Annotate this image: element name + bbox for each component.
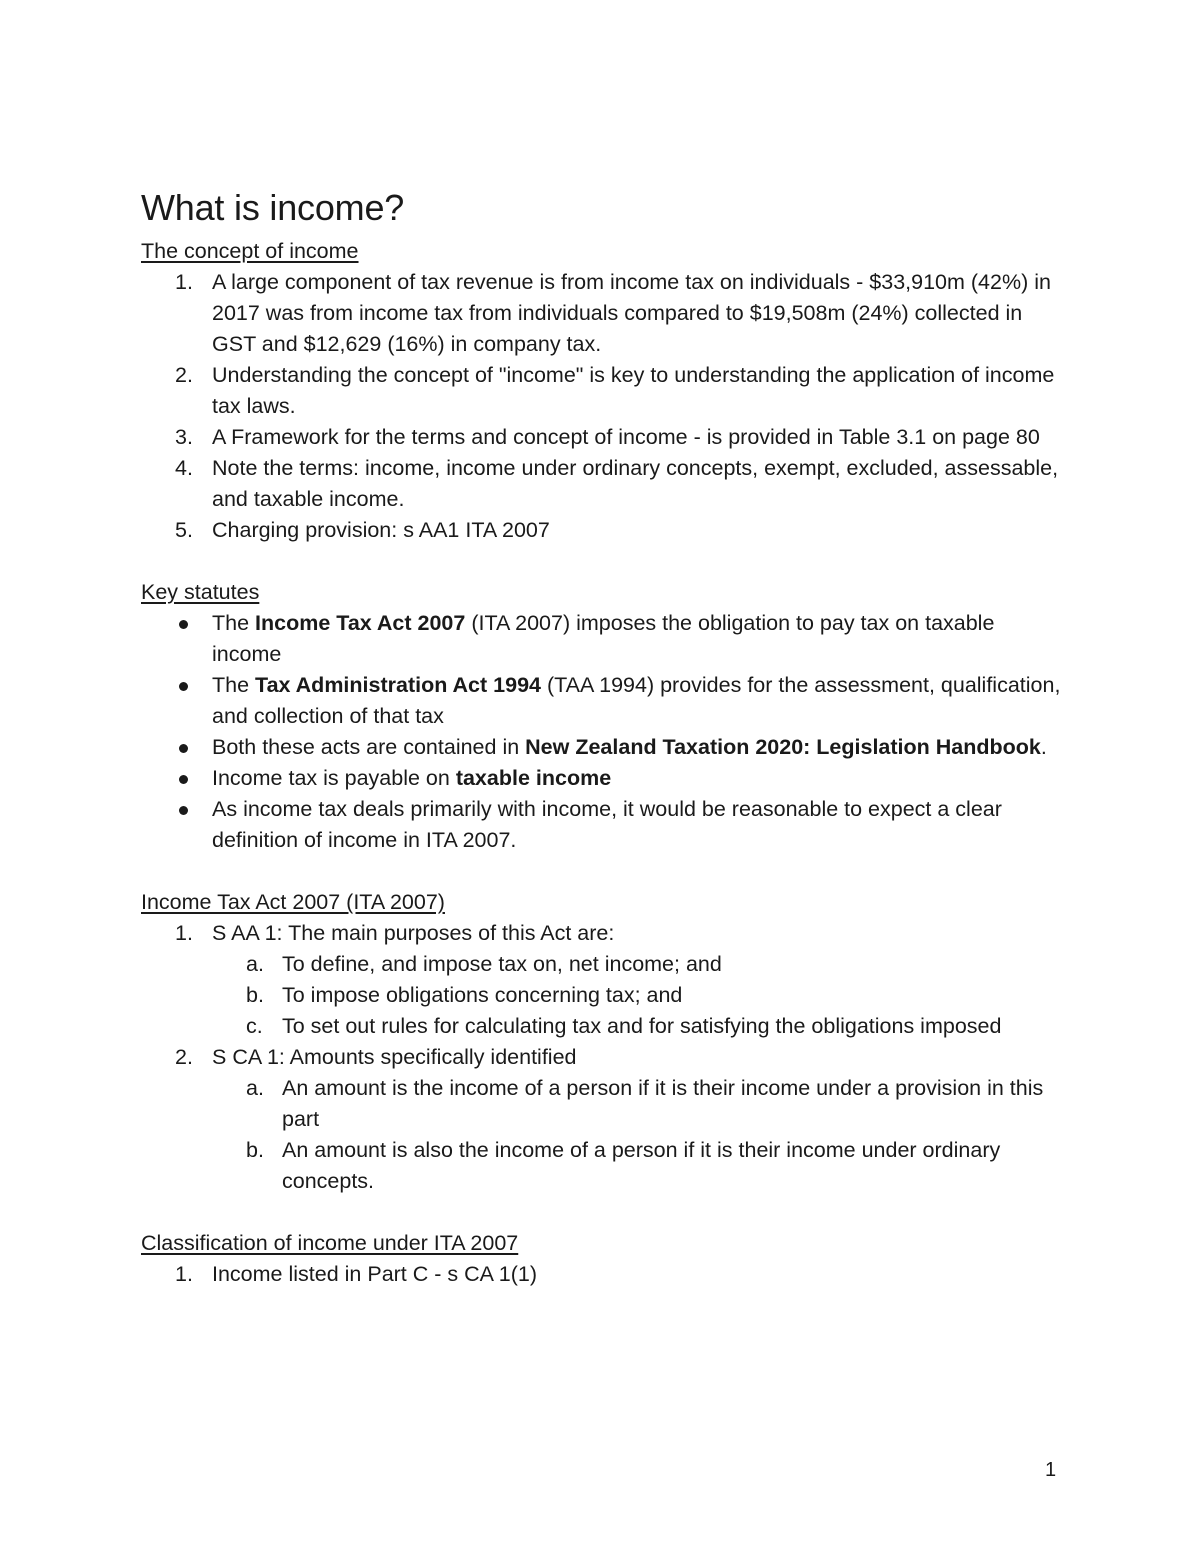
section-heading-concept: The concept of income [141,239,359,263]
list-item [141,918,1061,949]
list-number: 4. [175,456,193,480]
text-segment: As income tax deals primarily with income, it would be reasonable to expect a clear definition of income in ITA 2007. [212,797,1002,852]
list-item-text: S CA 1: Amounts specifically identified [212,1045,577,1069]
sub-list-item [141,949,1061,980]
bold-act-name: Income Tax Act 2007 [255,611,466,635]
sub-list-item [141,1073,1061,1135]
sub-list-item [141,1135,1061,1197]
list-item [141,1042,1061,1073]
list-number: 1. [175,1262,193,1286]
section-heading-classification: Classification of income under ITA 2007 [141,1231,519,1255]
list-number: 1. [175,270,193,294]
list-item [141,515,1061,546]
sub-list-text: An amount is the income of a person if it is their income under a provision in this part [282,1076,1044,1131]
sub-list-letter: c. [246,1014,263,1038]
classification-list [141,1259,1061,1290]
bullet-item [141,794,1061,856]
sub-list-text: To set out rules for calculating tax and for satisfying the obligations imposed [282,1014,1002,1038]
list-item-text: Charging provision: s AA1 ITA 2007 [212,518,550,542]
bold-term: taxable income [455,766,612,790]
ita-list [141,918,1061,1197]
sub-list-letter: a. [246,1076,264,1100]
spacer [141,1197,1061,1228]
list-item [141,422,1061,453]
list-item [141,360,1061,422]
list-item [141,1259,1061,1290]
list-item-text: Understanding the concept of "income" is key to understanding the application of income tax laws. [212,363,1055,418]
sub-list-text: To define, and impose tax on, net income; and [282,952,722,976]
section-heading-statutes: Key statutes [141,580,260,604]
spacer [141,856,1061,887]
list-number: 2. [175,363,193,387]
sub-list-text: To impose obligations concerning tax; and [282,983,683,1007]
bullet-dot [179,775,188,784]
concept-list [141,267,1061,546]
list-number: 3. [175,425,193,449]
list-number: 2. [175,1045,193,1069]
text-segment: (TAA 1994) provides for the assessment, qualification, and collection of that tax [212,673,1061,728]
list-item-text: A large component of tax revenue is from income tax on individuals - $33,910m (42%) in 2017 was from income tax from individuals compared to $19,508m (24%) collected in GST and $12,629 (16%) in company tax. [212,270,1051,356]
bullet-item [141,670,1061,732]
sub-list-item [141,1011,1061,1042]
spacer [141,546,1061,577]
document-page [141,186,1061,1290]
text-segment: The [212,673,256,697]
sub-list-letter: a. [246,952,264,976]
text-segment: Income tax is payable on [212,766,456,790]
page-title: What is income? [141,187,405,228]
list-item [141,267,1061,360]
text-segment: (ITA 2007) imposes the obligation to pay tax on taxable income [212,611,995,666]
list-item-text: A Framework for the terms and concept of income - is provided in Table 3.1 on page 80 [212,425,1040,449]
list-item [141,453,1061,515]
bullet-item [141,732,1061,763]
list-number: 1. [175,921,193,945]
list-item-text: Note the terms: income, income under ordinary concepts, exempt, excluded, assessable, and taxable income. [212,456,1059,511]
text-segment: . [1040,735,1047,759]
bullet-dot [179,682,188,691]
text-segment: Both these acts are contained in [212,735,526,759]
bullet-dot [179,620,188,629]
sub-list-letter: b. [246,983,264,1007]
list-item-text: S AA 1: The main purposes of this Act are: [212,921,615,945]
section-heading-ita: Income Tax Act 2007 (ITA 2007) [141,890,445,914]
bullet-item [141,608,1061,670]
statutes-list [141,608,1061,856]
page-number: 1 [1045,1459,1057,1481]
sub-list-item [141,980,1061,1011]
sub-list-text: An amount is also the income of a person if it is their income under ordinary concepts. [282,1138,1001,1193]
list-item-text: Income listed in Part C - s CA 1(1) [212,1262,537,1286]
sub-list-letter: b. [246,1138,264,1162]
bullet-item [141,763,1061,794]
bold-book-title: New Zealand Taxation 2020: Legislation Handbook [525,735,1041,759]
bold-act-name: Tax Administration Act 1994 [255,673,541,697]
bullet-dot [179,806,188,815]
bullet-dot [179,744,188,753]
text-segment: The [212,611,256,635]
list-number: 5. [175,518,193,542]
